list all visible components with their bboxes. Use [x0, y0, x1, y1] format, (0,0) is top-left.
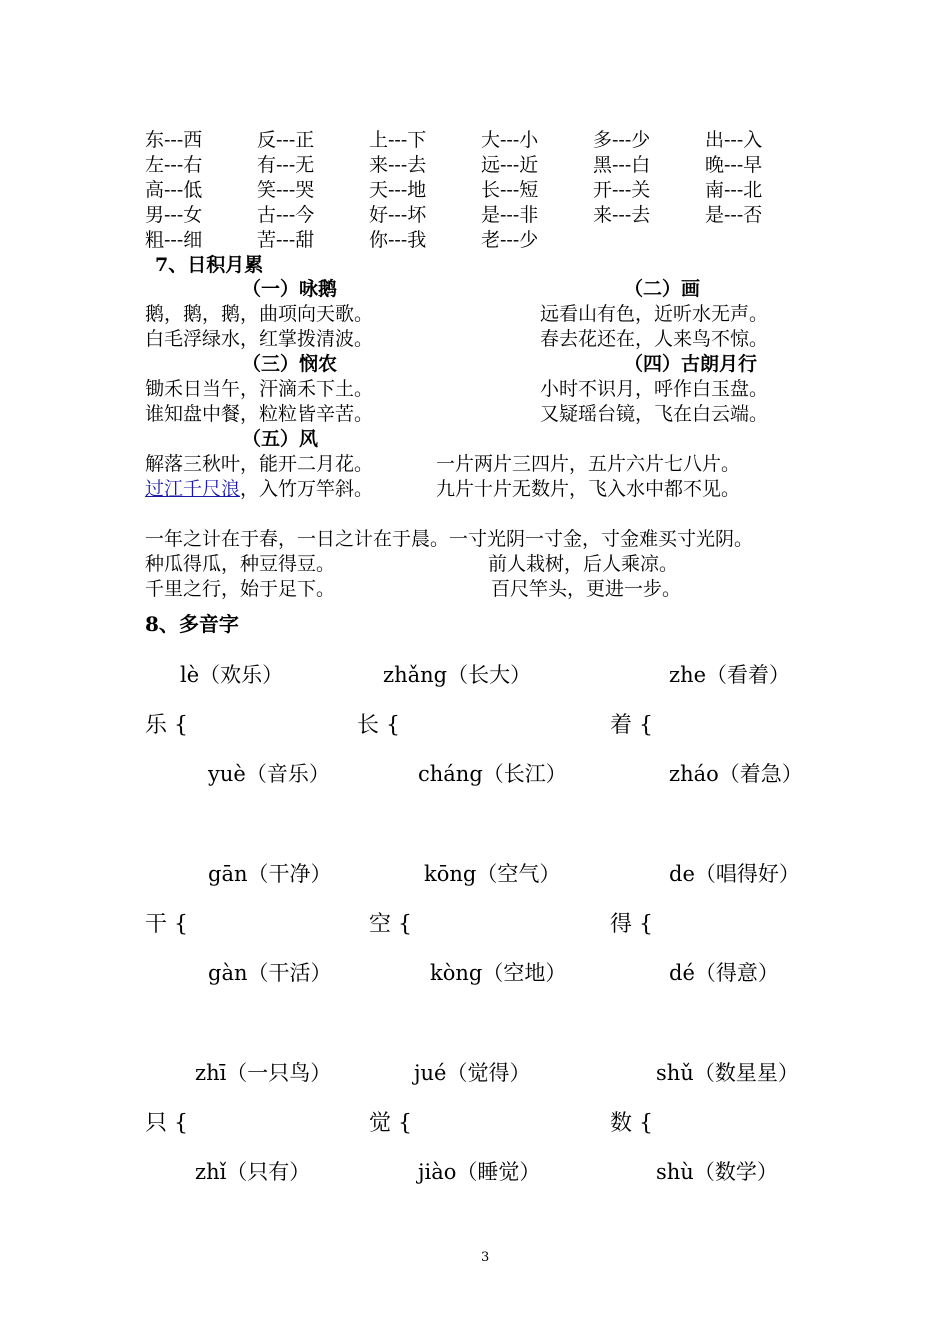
polyphone-char: 数 {: [610, 1111, 653, 1136]
pinyin-top: de（唱得好）: [669, 862, 800, 886]
polyphone-char: 得 {: [610, 912, 653, 937]
antonym-pair: 有---无: [257, 154, 315, 176]
poem-line: 锄禾日当午，汗滴禾下土。: [145, 378, 374, 400]
poem-line: 谁知盘中餐，粒粒皆辛苦。: [145, 403, 374, 425]
antonym-pair: 来---去: [369, 154, 427, 176]
poem-title: （四）古朗月行: [624, 353, 758, 375]
poem-line: 春去花还在，人来鸟不惊。: [540, 328, 769, 350]
pinyin-top: zhī（一只鸟）: [195, 1061, 332, 1085]
antonym-pair: 你---我: [369, 229, 427, 251]
antonym-pair: 是---否: [705, 204, 763, 226]
poem-line: 白毛浮绿水，红掌拨清波。: [145, 328, 374, 350]
antonym-pair: 晚---早: [705, 154, 763, 176]
antonym-pair: 高---低: [145, 179, 203, 201]
polyphone-char: 干 {: [145, 912, 188, 937]
antonym-pair: 开---关: [593, 179, 651, 201]
antonym-pair: 好---坏: [369, 204, 427, 226]
pinyin-top: shǔ（数星星）: [656, 1061, 799, 1085]
antonym-pair: 长---短: [481, 179, 539, 201]
pinyin-bottom: zhǐ（只有）: [195, 1160, 311, 1184]
pinyin-bottom: cháng（长江）: [418, 762, 567, 786]
saying-line: 一年之计在于春，一日之计在于晨。一寸光阴一寸金，寸金难买寸光阴。: [145, 528, 754, 550]
page-number: 3: [481, 1250, 490, 1265]
polyphone-char: 长 {: [357, 713, 400, 738]
poem-line: 一片两片三四片，五片六片七八片。: [436, 453, 741, 475]
antonym-pair: 东---西: [145, 129, 203, 151]
saying-line: 百尺竿头，更进一步。: [491, 578, 682, 600]
saying-line: 千里之行，始于足下。: [145, 578, 336, 600]
poem-line: 又疑瑶台镜，飞在白云端。: [540, 403, 769, 425]
pinyin-bottom: shù（数学）: [656, 1160, 778, 1184]
section-8-title: 8、多音字: [145, 612, 239, 636]
antonym-pair: 远---近: [481, 154, 539, 176]
antonym-pair: 多---少: [593, 129, 651, 151]
poem-link[interactable]: 过江千尺浪: [145, 478, 241, 500]
pinyin-top: zhe（看着）: [669, 663, 791, 687]
poem-line: 小时不识月，呼作白玉盘。: [540, 378, 769, 400]
antonym-pair: 笑---哭: [257, 179, 315, 201]
pinyin-top: zhǎng（长大）: [383, 663, 532, 687]
antonym-pair: 来---去: [593, 204, 651, 226]
poem-title: （五）风: [242, 428, 319, 450]
antonym-pair: 天---地: [369, 179, 427, 201]
pinyin-bottom: jiào（睡觉）: [418, 1160, 541, 1184]
antonym-pair: 男---女: [145, 204, 203, 226]
section-7-title: 7、日积月累: [155, 254, 264, 276]
antonym-pair: 粗---细: [145, 229, 203, 251]
antonym-pair: 南---北: [705, 179, 763, 201]
antonym-pair: 老---少: [481, 229, 539, 251]
antonym-pair: 是---非: [481, 204, 539, 226]
pinyin-bottom: dé（得意）: [669, 961, 779, 985]
antonym-pair: 出---入: [705, 129, 763, 151]
poem-line: 鹅，鹅，鹅，曲项向天歌。: [145, 303, 374, 325]
polyphone-char: 着 {: [610, 713, 653, 738]
polyphone-char: 乐 {: [145, 713, 188, 738]
pinyin-top: jué（觉得）: [414, 1061, 531, 1085]
antonym-pair: 左---右: [145, 154, 203, 176]
pinyin-top: kōng（空气）: [424, 862, 561, 886]
polyphone-char: 只 {: [145, 1111, 188, 1136]
poem-title: （一）咏鹅: [242, 278, 338, 300]
poem-line: 解落三秋叶，能开二月花。: [145, 453, 374, 475]
antonym-pair: 上---下: [369, 129, 427, 151]
polyphone-char: 觉 {: [369, 1111, 412, 1136]
pinyin-top: gān（干净）: [208, 862, 332, 886]
antonym-pair: 反---正: [257, 129, 315, 151]
antonym-pair: 古---今: [257, 204, 315, 226]
poem-line-rest: ，入竹万竿斜。: [240, 478, 374, 500]
antonym-pair: 苦---甜: [257, 229, 315, 251]
polyphone-char: 空 {: [369, 912, 412, 937]
poem-line: 九片十片无数片，飞入水中都不见。: [436, 478, 741, 500]
antonym-pair: 黑---白: [593, 154, 651, 176]
saying-line: 种瓜得瓜，种豆得豆。: [145, 553, 336, 575]
pinyin-bottom: yuè（音乐）: [208, 762, 330, 786]
pinyin-bottom: zháo（着急）: [669, 762, 803, 786]
pinyin-bottom: kòng（空地）: [430, 961, 567, 985]
poem-title: （三）悯农: [242, 353, 338, 375]
antonym-pair: 大---小: [481, 129, 539, 151]
poem-title: （二）画: [624, 278, 701, 300]
poem-line: [145, 474, 373, 501]
pinyin-bottom: gàn（干活）: [208, 961, 332, 985]
pinyin-top: lè（欢乐）: [180, 663, 284, 687]
poem-line: 远看山有色，近听水无声。: [540, 303, 769, 325]
saying-line: 前人栽树，后人乘凉。: [488, 553, 679, 575]
